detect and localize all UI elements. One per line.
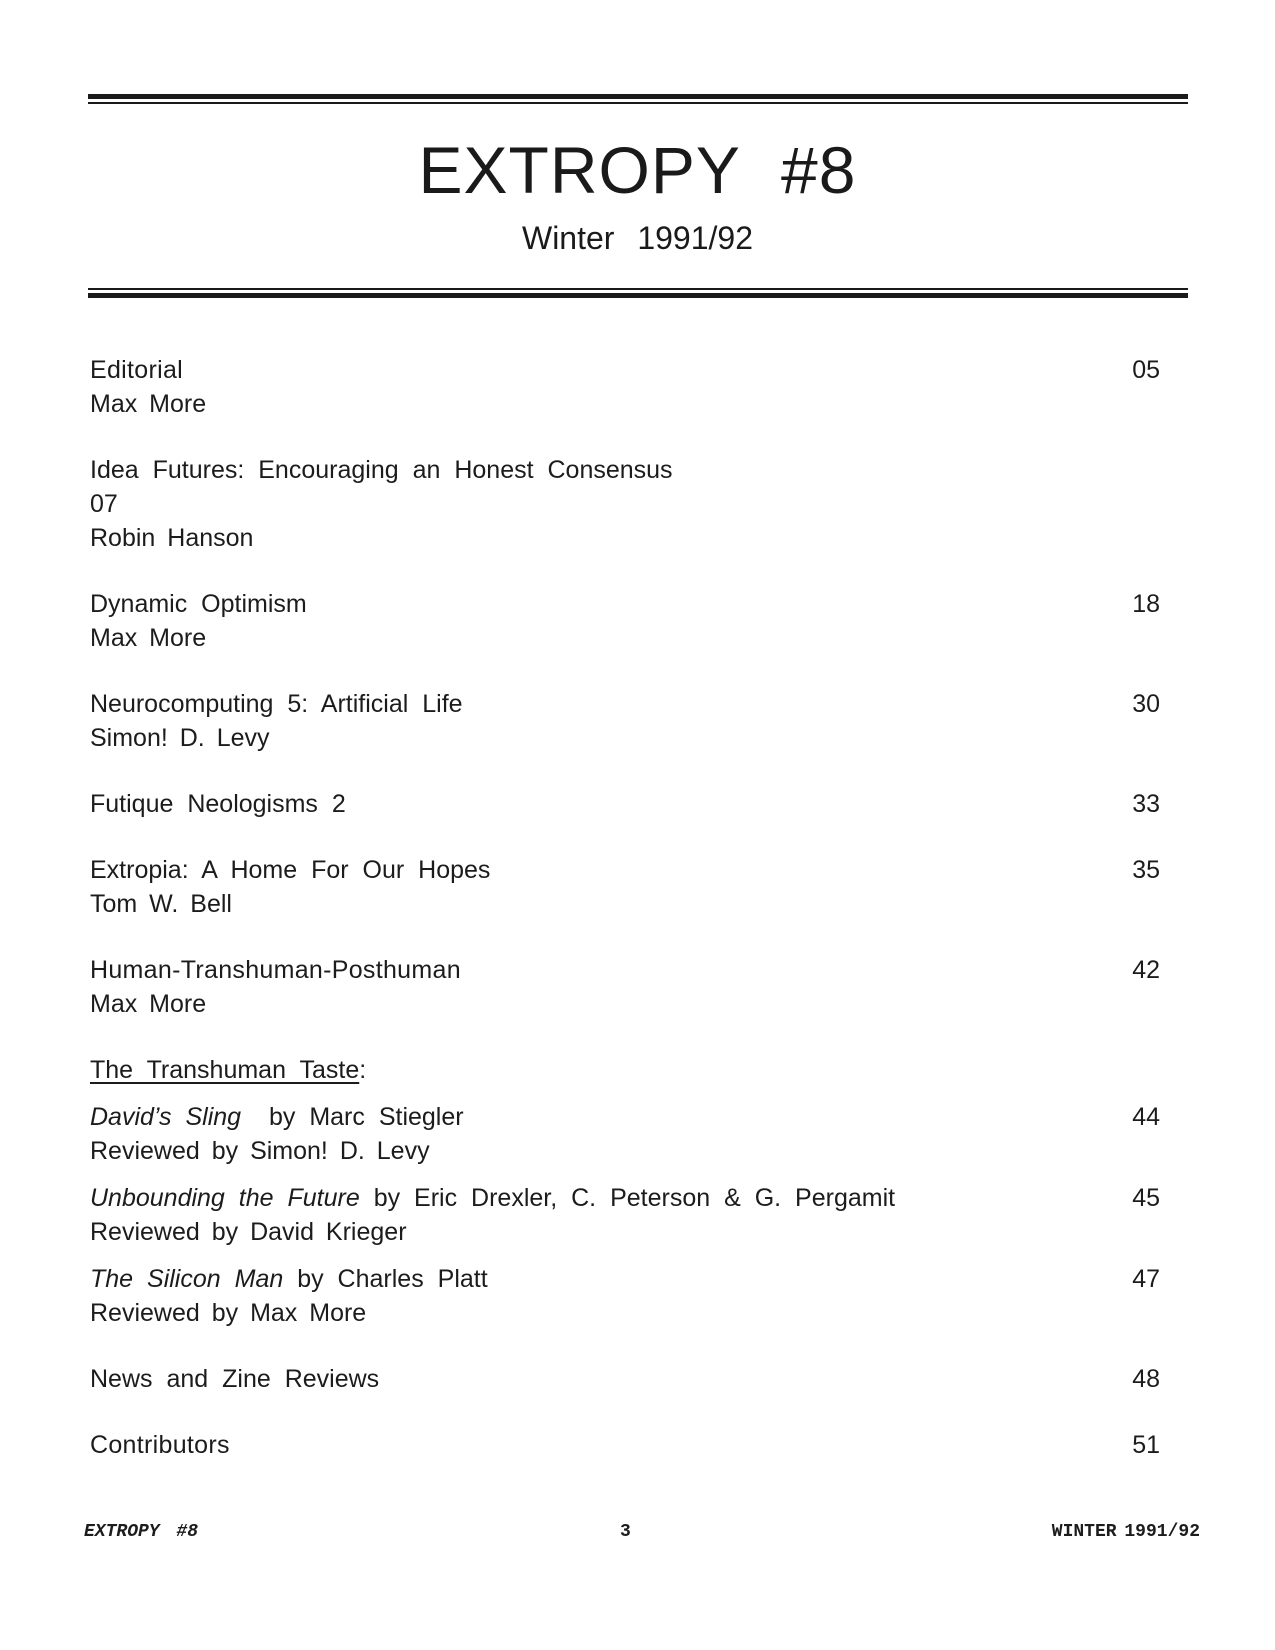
toc-entry-title-row [90,1428,1160,1462]
toc-entry-title-row [90,453,1160,487]
top-rule-thin [88,102,1188,104]
review-entry-unbounding [90,1181,1160,1249]
toc-entry-title: Editorial [90,356,184,384]
issue-date: Winter 1991/92 [521,220,753,256]
toc-entry-page: 18 [1132,590,1160,618]
review-entry-silicon-man [90,1262,1160,1330]
review-title-row [90,1262,1160,1296]
top-rule-thick [88,94,1188,99]
toc-entry-title-row [90,787,1160,821]
toc-entry-neologisms [90,787,1160,821]
toc-entry-title: Neurocomputing 5: Artificial Life [90,690,463,718]
toc-entry-idea-futures [90,453,1160,555]
toc-entry-title: Idea Futures: Encouraging an Honest Consensus [90,456,673,484]
toc-entry-page: 35 [1132,856,1160,884]
review-book-author: by Charles Platt [297,1265,488,1293]
magazine-title: EXTROPY #8 [418,133,857,207]
toc-entry-author: Max More [90,990,207,1018]
section-heading-text: The Transhuman Taste [90,1056,360,1084]
toc-entry-title: Dynamic Optimism [90,590,307,618]
toc-entry-page: 05 [1132,356,1160,384]
toc-entry-title-row [90,687,1160,721]
toc-entry-author: Tom W. Bell [90,890,232,918]
toc-entry-neurocomputing [90,687,1160,755]
toc-entry-title: Contributors [90,1431,230,1459]
toc-entry-title: Futique Neologisms 2 [90,790,346,818]
footer-issue: WINTER 1991/92 [1051,1522,1200,1542]
toc-entry-title: Human-Transhuman-Posthuman [90,956,461,984]
toc-entry-author: Robin Hanson [90,524,254,552]
toc-entry-page: 30 [1132,690,1160,718]
footer-page-number: 3 [620,1522,631,1542]
bottom-rule-thin [88,288,1188,290]
toc-entry-title-row [90,353,1160,387]
toc-entry-page: 48 [1132,1365,1160,1393]
review-book-title: David’s Sling [90,1103,242,1131]
review-entry-davids-sling [90,1100,1160,1168]
page-footer [84,1522,1200,1546]
toc-entry-title: News and Zine Reviews [90,1365,380,1393]
section-heading [90,1053,1160,1087]
bottom-rule-thick [88,293,1188,298]
toc-entry-editorial [90,353,1160,421]
toc-entry-author: Max More [90,624,207,652]
toc-entry-page-inline: 07 [90,490,118,518]
review-page: 44 [1132,1103,1160,1131]
review-book-author: by Marc Stiegler [268,1103,464,1131]
toc-entry-page: 33 [1132,790,1160,818]
review-reviewer: Reviewed by Simon! D. Levy [90,1137,430,1165]
review-page: 47 [1132,1265,1160,1293]
toc-entry-page: 51 [1132,1431,1160,1459]
review-book-title: Unbounding the Future [90,1184,360,1212]
toc-entry-author: Simon! D. Levy [90,724,270,752]
table-of-contents [90,353,1160,1462]
toc-entry-title-row [90,853,1160,887]
toc-entry-news [90,1362,1160,1396]
section-heading-colon: : [359,1056,367,1084]
review-book-author: by Eric Drexler, C. Peterson & G. Pergamit [373,1184,896,1212]
toc-entry-title: Extropia: A Home For Our Hopes [90,856,491,884]
review-title-row [90,1100,1160,1134]
footer-magazine: EXTROPY #8 [84,1522,199,1542]
toc-entry-dynamic-optimism [90,587,1160,655]
review-title-row [90,1181,1160,1215]
toc-entry-page: 42 [1132,956,1160,984]
toc-entry-title-row [90,587,1160,621]
review-book-title: The Silicon Man [90,1265,284,1293]
toc-entry-human-transhuman [90,953,1160,1021]
toc-entry-title-row [90,953,1160,987]
toc-entry-contributors [90,1428,1160,1462]
toc-entry-author: Max More [90,390,207,418]
review-page: 45 [1132,1184,1160,1212]
toc-entry-title-row [90,1362,1160,1396]
review-reviewer: Reviewed by Max More [90,1299,367,1327]
review-reviewer: Reviewed by David Krieger [90,1218,407,1246]
toc-entry-extropia [90,853,1160,921]
